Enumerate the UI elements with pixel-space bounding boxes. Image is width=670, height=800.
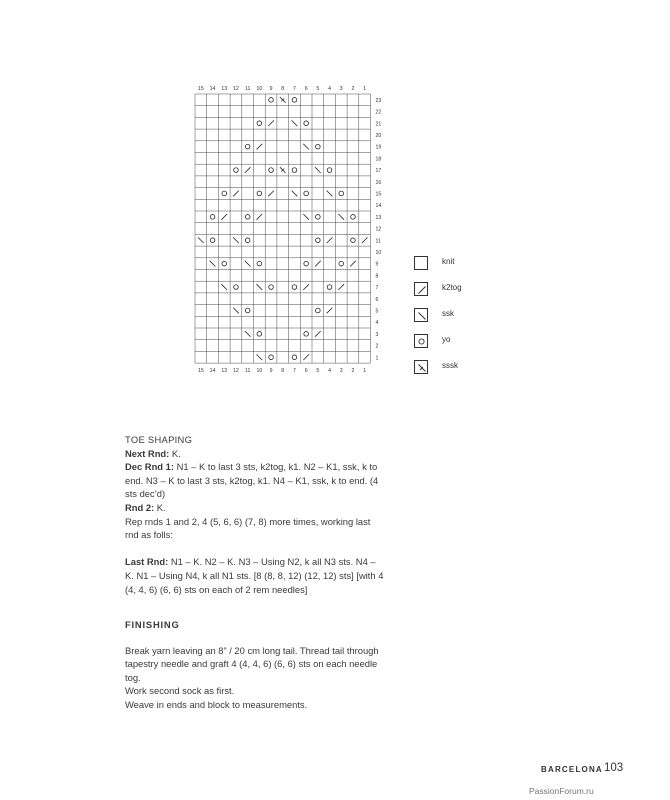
yo-symbol bbox=[304, 191, 309, 196]
row-label: 4 bbox=[375, 320, 379, 327]
ssk-symbol bbox=[233, 237, 239, 243]
column-label: 4 bbox=[328, 368, 331, 375]
column-label: 1 bbox=[363, 86, 367, 92]
row-label: 17 bbox=[375, 168, 382, 175]
ssk-symbol bbox=[245, 261, 251, 267]
finishing-heading: FINISHING bbox=[125, 619, 180, 630]
yo-symbol bbox=[234, 168, 239, 173]
column-label: 6 bbox=[304, 368, 308, 375]
column-label: 4 bbox=[328, 86, 331, 92]
yo-symbol bbox=[292, 285, 297, 290]
rnd2-label: Rnd 2: bbox=[125, 501, 155, 513]
row-label: 13 bbox=[375, 214, 382, 221]
ssk-symbol bbox=[303, 144, 309, 150]
yo-symbol bbox=[245, 308, 250, 313]
yo-symbol bbox=[222, 191, 227, 196]
yo-symbol bbox=[292, 168, 297, 173]
yo-symbol bbox=[210, 238, 215, 243]
column-label: 13 bbox=[221, 368, 228, 375]
yo-symbol bbox=[327, 285, 332, 290]
finishing-section bbox=[125, 618, 385, 712]
repeat-instruction: Rep rnds 1 and 2, 4 (5, 6, 6) (7, 8) more times, working last rnd as folls: bbox=[125, 515, 371, 541]
column-label: 5 bbox=[316, 86, 320, 92]
ssk-symbol bbox=[233, 308, 239, 314]
column-label: 1 bbox=[363, 368, 367, 375]
k2tog-symbol bbox=[303, 354, 309, 360]
next-rnd-label: Next Rnd: bbox=[125, 447, 170, 459]
row-label: 23 bbox=[375, 97, 382, 104]
dec-rnd-instruction bbox=[125, 460, 385, 501]
watermark: PassionForum.ru bbox=[529, 786, 594, 796]
yo-symbol bbox=[292, 355, 297, 360]
yo-symbol bbox=[269, 168, 274, 173]
row-label: 3 bbox=[375, 331, 379, 338]
row-label: 12 bbox=[375, 226, 382, 233]
k2tog-symbol bbox=[268, 120, 274, 126]
legend-label: ssk bbox=[442, 309, 454, 318]
yo-symbol bbox=[210, 215, 215, 220]
legend-item-yo bbox=[414, 334, 494, 354]
yo-symbol bbox=[351, 215, 356, 220]
ssk-symbol bbox=[198, 237, 204, 243]
k2tog-symbol bbox=[257, 144, 263, 150]
toe-shaping-heading: TOE SHAPING bbox=[125, 434, 193, 445]
column-label: 3 bbox=[339, 368, 343, 375]
k2tog-symbol bbox=[338, 284, 344, 290]
column-label: 15 bbox=[197, 368, 204, 375]
column-label: 6 bbox=[304, 86, 308, 92]
legend-item-knit bbox=[414, 256, 494, 276]
column-label: 2 bbox=[351, 368, 355, 375]
dec-rnd-text: N1 – K to last 3 sts, k2tog, k1. N2 – K1, ssk, k to end. N3 – K to last 3 sts, k2tog, k1. N4 – K1, ssk, k to end. (4 sts dec’d) bbox=[125, 461, 379, 500]
yo-symbol bbox=[316, 308, 321, 313]
row-label: 5 bbox=[375, 308, 379, 315]
yo-symbol bbox=[339, 191, 344, 196]
yo-symbol bbox=[316, 215, 321, 220]
yo-symbol bbox=[292, 98, 297, 103]
knit-symbol-icon bbox=[414, 256, 428, 270]
next-rnd-instruction bbox=[125, 447, 385, 461]
column-label: 11 bbox=[244, 368, 251, 375]
yo-symbol bbox=[257, 121, 262, 126]
k2tog-symbol bbox=[315, 331, 321, 337]
column-label: 8 bbox=[281, 368, 285, 375]
legend-label: yo bbox=[442, 335, 451, 344]
row-label: 21 bbox=[375, 121, 382, 128]
column-label: 14 bbox=[209, 368, 216, 375]
ssk-symbol bbox=[338, 214, 344, 220]
column-label: 15 bbox=[197, 86, 204, 92]
yo-symbol-icon bbox=[414, 334, 428, 348]
k2tog-symbol bbox=[268, 191, 274, 197]
k2tog-symbol bbox=[257, 214, 263, 220]
legend-item-sssk bbox=[414, 360, 494, 380]
row-label: 19 bbox=[375, 144, 382, 151]
ssk-symbol bbox=[221, 284, 227, 290]
next-rnd-text: K. bbox=[169, 447, 181, 459]
rnd2-instruction bbox=[125, 501, 385, 515]
rnd2-text: K. bbox=[154, 501, 166, 513]
row-label: 18 bbox=[375, 156, 382, 163]
toe-shaping-section bbox=[125, 433, 385, 596]
row-label: 8 bbox=[375, 273, 379, 280]
column-label: 10 bbox=[256, 86, 263, 92]
row-label: 7 bbox=[375, 285, 379, 292]
column-label: 9 bbox=[269, 368, 273, 375]
knitting-chart bbox=[180, 78, 390, 378]
ssk-symbol bbox=[292, 120, 298, 126]
legend-label: sssk bbox=[442, 361, 458, 370]
row-label: 22 bbox=[375, 109, 382, 116]
column-label: 9 bbox=[269, 86, 273, 92]
yo-symbol bbox=[245, 215, 250, 220]
yo-symbol bbox=[316, 238, 321, 243]
ssk-symbol bbox=[327, 191, 333, 197]
yo-symbol bbox=[351, 238, 356, 243]
column-label: 2 bbox=[351, 86, 355, 92]
row-label: 20 bbox=[375, 132, 382, 139]
row-label: 15 bbox=[375, 191, 382, 198]
ssk-symbol bbox=[292, 191, 298, 197]
column-label: 12 bbox=[233, 368, 239, 375]
page-number: 103 bbox=[604, 762, 624, 774]
yo-symbol bbox=[269, 355, 274, 360]
column-label: 13 bbox=[221, 86, 228, 92]
last-rnd-instruction bbox=[125, 555, 385, 596]
column-label: 3 bbox=[339, 86, 343, 92]
column-label: 8 bbox=[281, 86, 285, 92]
k2tog-symbol bbox=[303, 284, 309, 290]
column-label: 5 bbox=[316, 368, 320, 375]
ssk-symbol bbox=[245, 331, 251, 337]
last-rnd-label: Last Rnd: bbox=[125, 556, 169, 568]
column-label: 12 bbox=[233, 86, 239, 92]
k2tog-symbol-icon bbox=[414, 282, 428, 296]
column-label: 7 bbox=[293, 86, 296, 92]
row-label: 16 bbox=[375, 179, 382, 186]
footer-pattern-title: BARCELONA bbox=[541, 765, 603, 774]
column-label: 10 bbox=[256, 368, 263, 375]
yo-symbol bbox=[257, 261, 262, 266]
row-label: 14 bbox=[375, 203, 382, 210]
row-label: 1 bbox=[375, 355, 379, 362]
last-rnd-text: N1 – K. N2 – K. N3 – Using N2, k all N3 sts. N4 – K. N1 – Using N4, k all N1 sts. [8 (8, 8, 12) (12, 12) sts] [with 4 (4, 4, 6) (6, 6) sts on each of 2 rem needles] bbox=[125, 556, 384, 595]
yo-symbol bbox=[316, 144, 321, 149]
row-label: 11 bbox=[375, 238, 381, 245]
yo-symbol bbox=[222, 261, 227, 266]
row-label: 6 bbox=[375, 296, 379, 303]
finishing-paragraph: Break yarn leaving an 8” / 20 cm long tail. Thread tail through tapestry needle and graft 4 (4, 4, 6) (6, 6) sts on each needle tog. bbox=[125, 644, 379, 683]
k2tog-symbol bbox=[233, 191, 239, 197]
k2tog-symbol bbox=[327, 237, 333, 243]
k2tog-symbol bbox=[362, 237, 368, 243]
k2tog-symbol bbox=[221, 214, 227, 220]
k2tog-symbol bbox=[327, 308, 333, 314]
yo-symbol bbox=[245, 144, 250, 149]
column-label: 11 bbox=[244, 86, 251, 92]
yo-symbol bbox=[304, 332, 309, 337]
ssk-symbol bbox=[303, 214, 309, 220]
yo-symbol bbox=[269, 98, 274, 103]
yo-symbol bbox=[327, 168, 332, 173]
yo-symbol bbox=[234, 285, 239, 290]
yo-symbol bbox=[257, 191, 262, 196]
k2tog-symbol bbox=[315, 261, 321, 267]
dec-rnd-label: Dec Rnd 1: bbox=[125, 461, 174, 473]
ssk-symbol-icon bbox=[414, 308, 428, 322]
k2tog-symbol bbox=[245, 167, 251, 173]
sssk-symbol-icon bbox=[414, 360, 428, 374]
k2tog-symbol bbox=[350, 261, 356, 267]
ssk-symbol bbox=[315, 167, 321, 173]
ssk-symbol bbox=[257, 354, 263, 360]
legend-item-k2tog bbox=[414, 282, 494, 302]
yo-symbol bbox=[257, 332, 262, 337]
column-label: 14 bbox=[209, 86, 216, 92]
row-label: 2 bbox=[375, 343, 379, 350]
yo-symbol bbox=[269, 285, 274, 290]
legend-item-ssk bbox=[414, 308, 494, 328]
finishing-paragraph: Weave in ends and block to measurements. bbox=[125, 698, 308, 710]
column-label: 7 bbox=[293, 368, 296, 375]
legend-label: k2tog bbox=[442, 283, 462, 292]
legend-label: knit bbox=[442, 257, 455, 266]
yo-symbol bbox=[245, 238, 250, 243]
yo-symbol bbox=[339, 261, 344, 266]
yo-symbol bbox=[304, 261, 309, 266]
yo-symbol bbox=[304, 121, 309, 126]
finishing-paragraph: Work second sock as first. bbox=[125, 685, 235, 697]
ssk-symbol bbox=[210, 261, 216, 267]
row-label: 9 bbox=[375, 261, 379, 268]
row-label: 10 bbox=[375, 249, 382, 256]
ssk-symbol bbox=[257, 284, 263, 290]
